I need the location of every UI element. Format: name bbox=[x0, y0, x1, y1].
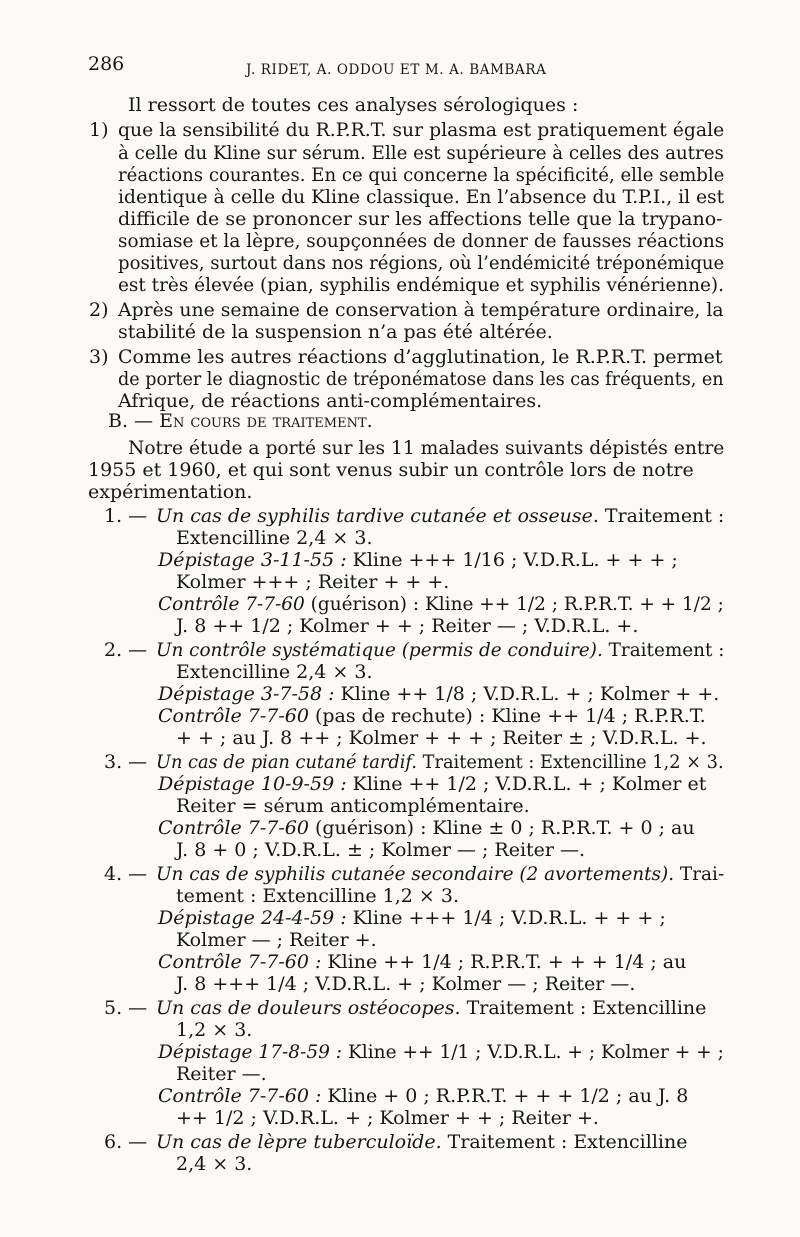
intro-line: Il ressort de toutes ces analyses sérologiques : bbox=[128, 94, 579, 116]
case-4-controle-cont: J. 8 +++ 1/4 ; V.D.R.L. + ; Kolmer — ; Reiter —. bbox=[176, 973, 636, 995]
case-1-number: 1. — bbox=[104, 505, 148, 527]
point-1-line-6: somiase et la lèpre, soupçonnées de donner de fausses réactions bbox=[118, 230, 725, 252]
point-1-line-2: à celle du Kline sur sérum. Elle est supérieure à celles des autres bbox=[118, 142, 724, 164]
case-3-depistage: Dépistage 10-9-59 : Kline ++ 1/2 ; V.D.R.L. + ; Kolmer et bbox=[158, 773, 707, 795]
case-6-title: Un cas de lèpre tuberculoïde. Traitement : Extencilline bbox=[156, 1131, 688, 1153]
case-2-controle: Contrôle 7-7-60 (pas de rechute) : Kline ++ 1/4 ; R.P.R.T. bbox=[158, 705, 706, 727]
para-b-line-1: Notre étude a porté sur les 11 malades suivants dépistés entre bbox=[128, 437, 725, 459]
case-5-controle-cont: ++ 1/2 ; V.D.R.L. + ; Kolmer + + ; Reiter +. bbox=[176, 1107, 599, 1129]
case-6-number: 6. — bbox=[104, 1131, 148, 1153]
point-2-line-2: stabilité de la suspension n’a pas été altérée. bbox=[118, 321, 553, 343]
case-2-depistage: Dépistage 3-7-58 : Kline ++ 1/8 ; V.D.R.L. + ; Kolmer + +. bbox=[158, 683, 720, 705]
case-5-title-cont: 1,2 × 3. bbox=[176, 1019, 253, 1041]
case-5-title: Un cas de douleurs ostéocopes. Traitement : Extencilline bbox=[156, 997, 707, 1019]
point-1-line-7: positives, surtout dans nos régions, où l’endémicité tréponémique bbox=[118, 252, 725, 274]
section-b-heading bbox=[108, 410, 373, 432]
point-1-number: 1) bbox=[89, 119, 109, 141]
point-3-line-1: Comme les autres réactions d’agglutination, le R.P.R.T. permet bbox=[118, 346, 723, 368]
case-5-depistage-cont: Reiter —. bbox=[176, 1063, 267, 1085]
point-2-number: 2) bbox=[89, 299, 109, 321]
case-5-depistage: Dépistage 17-8-59 : Kline ++ 1/1 ; V.D.R.L. + ; Kolmer + + ; bbox=[158, 1041, 724, 1063]
case-3-depistage-cont: Reiter = sérum anticomplémentaire. bbox=[176, 795, 530, 817]
point-1-line-3: réactions courantes. En ce qui concerne la spécificité, elle semble bbox=[118, 164, 725, 186]
point-1-line-5: difficile de se prononcer sur les affections telle que la trypano- bbox=[118, 208, 723, 230]
case-1-controle-cont: J. 8 ++ 1/2 ; Kolmer + + ; Reiter — ; V.D.R.L. +. bbox=[176, 615, 639, 637]
case-4-depistage: Dépistage 24-4-59 : Kline +++ 1/4 ; V.D.R.L. + + + ; bbox=[158, 907, 666, 929]
case-5-number: 5. — bbox=[104, 997, 148, 1019]
case-2-title: Un contrôle systématique (permis de conduire). Traitement : bbox=[156, 639, 725, 661]
case-3-number: 3. — bbox=[104, 751, 148, 773]
case-1-title: Un cas de syphilis tardive cutanée et osseuse. Traitement : bbox=[156, 505, 725, 527]
case-3-controle-cont: J. 8 + 0 ; V.D.R.L. ± ; Kolmer — ; Reiter —. bbox=[176, 839, 586, 861]
case-4-depistage-cont: Kolmer — ; Reiter +. bbox=[176, 929, 377, 951]
point-2-line-1: Après une semaine de conservation à température ordinaire, la bbox=[118, 299, 724, 321]
point-3-line-2: de porter le diagnostic de tréponématose dans les cas fréquents, en bbox=[118, 368, 724, 390]
section-b-title: En cours de traitement. bbox=[159, 410, 373, 432]
case-4-title-cont: tement : Extencilline 1,2 × 3. bbox=[176, 885, 460, 907]
point-1-line-4: identique à celle du Kline classique. En l’absence du T.P.I., il est bbox=[118, 186, 725, 208]
case-3-controle: Contrôle 7-7-60 (guérison) : Kline ± 0 ; R.P.R.T. + 0 ; au bbox=[158, 817, 695, 839]
case-4-controle: Contrôle 7-7-60 : Kline ++ 1/4 ; R.P.R.T. + + + 1/4 ; au bbox=[158, 951, 687, 973]
case-2-controle-cont: + + ; au J. 8 ++ ; Kolmer + + + ; Reiter ± ; V.D.R.L. +. bbox=[176, 727, 707, 749]
section-b-label: B. — bbox=[108, 410, 160, 432]
point-1-line-8: est très élevée (pian, syphilis endémique et syphilis vénérienne). bbox=[118, 274, 724, 296]
running-title: J. RIDET, A. ODDOU ET M. A. BAMBARA bbox=[246, 62, 547, 78]
case-6-title-cont: 2,4 × 3. bbox=[176, 1153, 253, 1175]
point-3-line-3: Afrique, de réactions anti-complémentaires. bbox=[118, 390, 543, 412]
case-1-depistage-cont: Kolmer +++ ; Reiter + + +. bbox=[176, 571, 450, 593]
case-3-title: Un cas de pian cutané tardif. Traitement : Extencilline 1,2 × 3. bbox=[156, 751, 724, 773]
case-2-title-cont: Extencilline 2,4 × 3. bbox=[176, 661, 373, 683]
case-5-controle: Contrôle 7-7-60 : Kline + 0 ; R.P.R.T. + + + 1/2 ; au J. 8 bbox=[158, 1085, 689, 1107]
case-1-depistage: Dépistage 3-11-55 : Kline +++ 1/16 ; V.D.R.L. + + + ; bbox=[158, 549, 678, 571]
page-number: 286 bbox=[88, 53, 125, 75]
case-1-title-cont: Extencilline 2,4 × 3. bbox=[176, 527, 373, 549]
case-4-title: Un cas de syphilis cutanée secondaire (2 avortements). Trai- bbox=[156, 863, 725, 885]
case-4-number: 4. — bbox=[104, 863, 148, 885]
para-b-line-3: expérimentation. bbox=[88, 481, 253, 503]
point-3-number: 3) bbox=[89, 346, 109, 368]
case-2-number: 2. — bbox=[104, 639, 148, 661]
case-1-controle: Contrôle 7-7-60 (guérison) : Kline ++ 1/2 ; R.P.R.T. + + 1/2 ; bbox=[158, 593, 724, 615]
point-1-line-1: que la sensibilité du R.P.R.T. sur plasma est pratiquement égale bbox=[118, 119, 725, 141]
para-b-line-2: 1955 et 1960, et qui sont venus subir un contrôle lors de notre bbox=[88, 459, 694, 481]
